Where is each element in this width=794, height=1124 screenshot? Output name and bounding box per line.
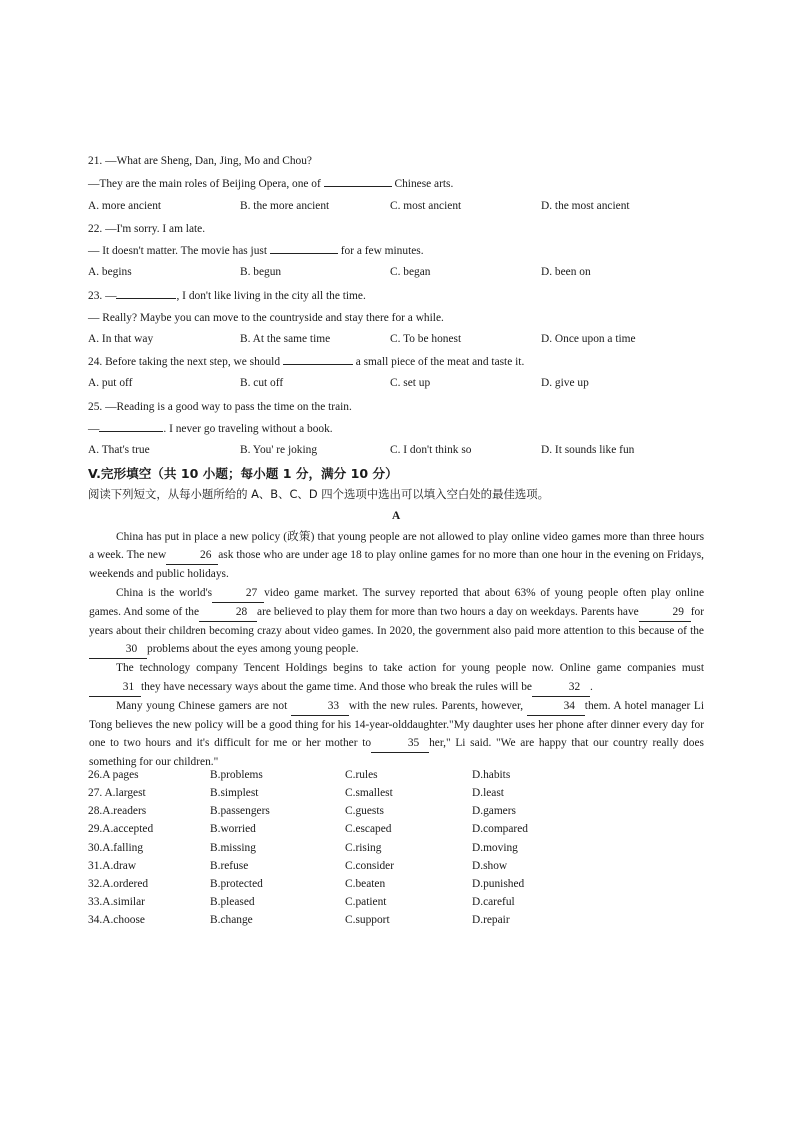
- q23-option-d: D. Once upon a time: [541, 333, 636, 345]
- blank-35: 35: [371, 734, 429, 753]
- option-28-b: B.passengers: [210, 805, 270, 817]
- passage-paragraph-4: [89, 697, 704, 772]
- q22-line2-pre: — It doesn't matter. The movie has just: [88, 245, 270, 257]
- option-32-c: C.beaten: [345, 878, 386, 890]
- q21-line2-pre: —They are the main roles of Beijing Opera, one of: [88, 178, 324, 190]
- blank-27: 27: [212, 584, 264, 603]
- option-row-31: [0, 860, 794, 874]
- option-33-c: C.patient: [345, 896, 387, 908]
- option-34-d: D.repair: [472, 914, 510, 926]
- option-31-c: C.consider: [345, 860, 395, 872]
- option-27-c: C.smallest: [345, 787, 393, 799]
- option-row-32: [0, 878, 794, 892]
- blank-28: 28: [199, 603, 257, 622]
- q25-option-a: A. That's true: [88, 444, 150, 456]
- q25-options: [0, 444, 794, 458]
- q21-line2-post: Chinese arts.: [391, 178, 454, 190]
- q24-stem: [88, 355, 524, 369]
- q21-option-d: D. the most ancient: [541, 200, 630, 212]
- q23-stem-pre: 23. —: [88, 290, 117, 302]
- q25-line2-pre: —: [88, 423, 100, 435]
- q25-blank: [99, 431, 163, 432]
- option-28-a: 28.A.readers: [88, 805, 147, 817]
- q22-options: [0, 266, 794, 280]
- option-29-d: D.compared: [472, 823, 528, 835]
- option-28-c: C.guests: [345, 805, 384, 817]
- q22-option-c: C. began: [390, 266, 431, 278]
- q23-option-c: C. To be honest: [390, 333, 462, 345]
- passage-paragraph-2: [89, 584, 704, 660]
- q25-stem: 25. —Reading is a good way to pass the time on the train.: [88, 401, 352, 413]
- q22-option-a: A. begins: [88, 266, 132, 278]
- option-26-d: D.habits: [472, 769, 511, 781]
- q21-line2: [88, 177, 453, 191]
- blank-32: 32: [532, 678, 590, 697]
- q23-option-b: B. At the same time: [240, 333, 331, 345]
- blank-30: 30: [89, 640, 147, 659]
- blank-34: 34: [527, 697, 585, 716]
- option-row-34: [0, 914, 794, 928]
- option-row-33: [0, 896, 794, 910]
- q25-option-c: C. I don't think so: [390, 444, 472, 456]
- option-27-b: B.simplest: [210, 787, 259, 799]
- option-34-c: C.support: [345, 914, 390, 926]
- q23-option-a: A. In that way: [88, 333, 154, 345]
- option-31-d: D.show: [472, 860, 508, 872]
- q21-blank: [324, 186, 392, 187]
- option-33-b: B.pleased: [210, 896, 255, 908]
- q24-option-d: D. give up: [541, 377, 589, 389]
- p2-text-5: problems about the eyes among young people.: [147, 643, 359, 656]
- option-33-d: D.careful: [472, 896, 515, 908]
- q23-options: [0, 333, 794, 347]
- q25-option-b: B. You' re joking: [240, 444, 318, 456]
- option-30-c: C.rising: [345, 842, 382, 854]
- option-31-a: 31.A.draw: [88, 860, 137, 872]
- blank-33: 33: [291, 697, 349, 716]
- option-32-b: B.protected: [210, 878, 263, 890]
- passage: [89, 528, 704, 772]
- q24-options: [0, 377, 794, 391]
- section-instruction: 阅读下列短文，从每小题所给的 A、B、C、D 四个选项中选出可以填入空白处的最佳选项。: [88, 487, 550, 501]
- q22-line2-post: for a few minutes.: [337, 245, 424, 257]
- p1-text-1: China has put in place a new policy (政策) that young people are not allowed to play online video games more than three hours a week. The new: [89, 531, 704, 562]
- q22-option-d: D. been on: [541, 266, 591, 278]
- q23-blank: [116, 298, 176, 299]
- option-27-d: D.least: [472, 787, 504, 799]
- q23-stem: [88, 289, 366, 303]
- p3-text-1: The technology company Tencent Holdings begins to take action for young people now. Online game companies must: [116, 662, 704, 675]
- p3-text-3: .: [589, 680, 593, 693]
- q21-option-a: A. more ancient: [88, 200, 162, 212]
- q24-option-a: A. put off: [88, 377, 133, 389]
- option-32-a: 32.A.ordered: [88, 878, 149, 890]
- option-row-30: [0, 842, 794, 856]
- p4-text-2: with the new rules. Parents, however,: [348, 699, 524, 712]
- option-26-a: 26.A pages: [88, 769, 139, 781]
- option-28-d: D.gamers: [472, 805, 516, 817]
- q25-option-d: D. It sounds like fun: [541, 444, 635, 456]
- q21-option-b: B. the more ancient: [240, 200, 330, 212]
- q25-line2-post: . I never go traveling without a book.: [163, 423, 333, 435]
- option-29-a: 29.A.accepted: [88, 823, 154, 835]
- q25-line2: [88, 422, 333, 436]
- option-34-a: 34.A.choose: [88, 914, 145, 926]
- p4-text-3: them. A hotel manager Li Tong believes the new policy will be a good thing for his 14-year-olddaughter."My daughter uses her phone after dinner every day for one to two hours and it's difficult for me or her mother to: [89, 699, 705, 750]
- q22-option-b: B. begun: [240, 266, 282, 278]
- q24-stem-post: a small piece of the meat and taste it.: [352, 356, 525, 368]
- p2-text-1: China is the world's: [116, 586, 213, 599]
- option-26-b: B.problems: [210, 769, 263, 781]
- blank-26: 26: [166, 546, 218, 565]
- q24-option-c: C. set up: [390, 377, 431, 389]
- option-row-27: [0, 787, 794, 801]
- p1-text-2: ask those who are under age 18 to play online games for no more than one hour in the evening on Fridays, weekends and public holidays.: [89, 549, 704, 581]
- option-row-28: [0, 805, 794, 819]
- q22-blank: [270, 253, 338, 254]
- section-title: V.完形填空（共 10 小题；每小题 1 分，满分 10 分）: [88, 466, 398, 481]
- option-32-d: D.punished: [472, 878, 525, 890]
- passage-label: A: [392, 510, 401, 522]
- option-30-b: B.missing: [210, 842, 256, 854]
- blank-31: 31: [89, 678, 141, 697]
- option-29-c: C.escaped: [345, 823, 392, 835]
- q21-option-c: C. most ancient: [390, 200, 462, 212]
- p4-text-4: her," Li said. "We are happy that our country really does something for our children.": [89, 737, 704, 769]
- p4-text-1: Many young Chinese gamers are not: [116, 699, 288, 712]
- blank-29: 29: [639, 603, 691, 622]
- q22-line2: [88, 244, 424, 258]
- option-31-b: B.refuse: [210, 860, 249, 872]
- option-row-26: [0, 769, 794, 783]
- q23-stem-post: , I don't like living in the city all the time.: [176, 290, 366, 302]
- option-30-d: D.moving: [472, 842, 518, 854]
- p3-text-2: they have necessary ways about the game time. And those who break the rules will be: [141, 680, 532, 693]
- option-30-a: 30.A.falling: [88, 842, 144, 854]
- q24-option-b: B. cut off: [240, 377, 284, 389]
- q21-stem: 21. —What are Sheng, Dan, Jing, Mo and Chou?: [88, 155, 312, 167]
- q22-stem: 22. —I'm sorry. I am late.: [88, 223, 206, 235]
- option-29-b: B.worried: [210, 823, 256, 835]
- option-26-c: C.rules: [345, 769, 378, 781]
- p2-text-4: for years about their children becoming crazy about video games. In 2020, the government also paid more attention to this because of the: [89, 605, 704, 638]
- p2-text-2: video game market. The survey reported that about 63% of young people often play online games. And some of the: [89, 586, 704, 618]
- q23-line2: — Really? Maybe you can move to the countryside and stay there for a while.: [88, 312, 444, 324]
- q24-stem-pre: 24. Before taking the next step, we should: [88, 356, 283, 368]
- option-27-a: 27. A.largest: [88, 787, 146, 799]
- option-33-a: 33.A.similar: [88, 896, 145, 908]
- option-row-29: [0, 823, 794, 837]
- option-34-b: B.change: [210, 914, 253, 926]
- q21-options: [0, 200, 794, 214]
- q24-blank: [283, 364, 353, 365]
- passage-paragraph-3: [89, 659, 704, 696]
- p2-text-3: are believed to play them for more than two hours a day on weekdays. Parents have: [257, 605, 639, 618]
- passage-paragraph-1: [89, 528, 704, 584]
